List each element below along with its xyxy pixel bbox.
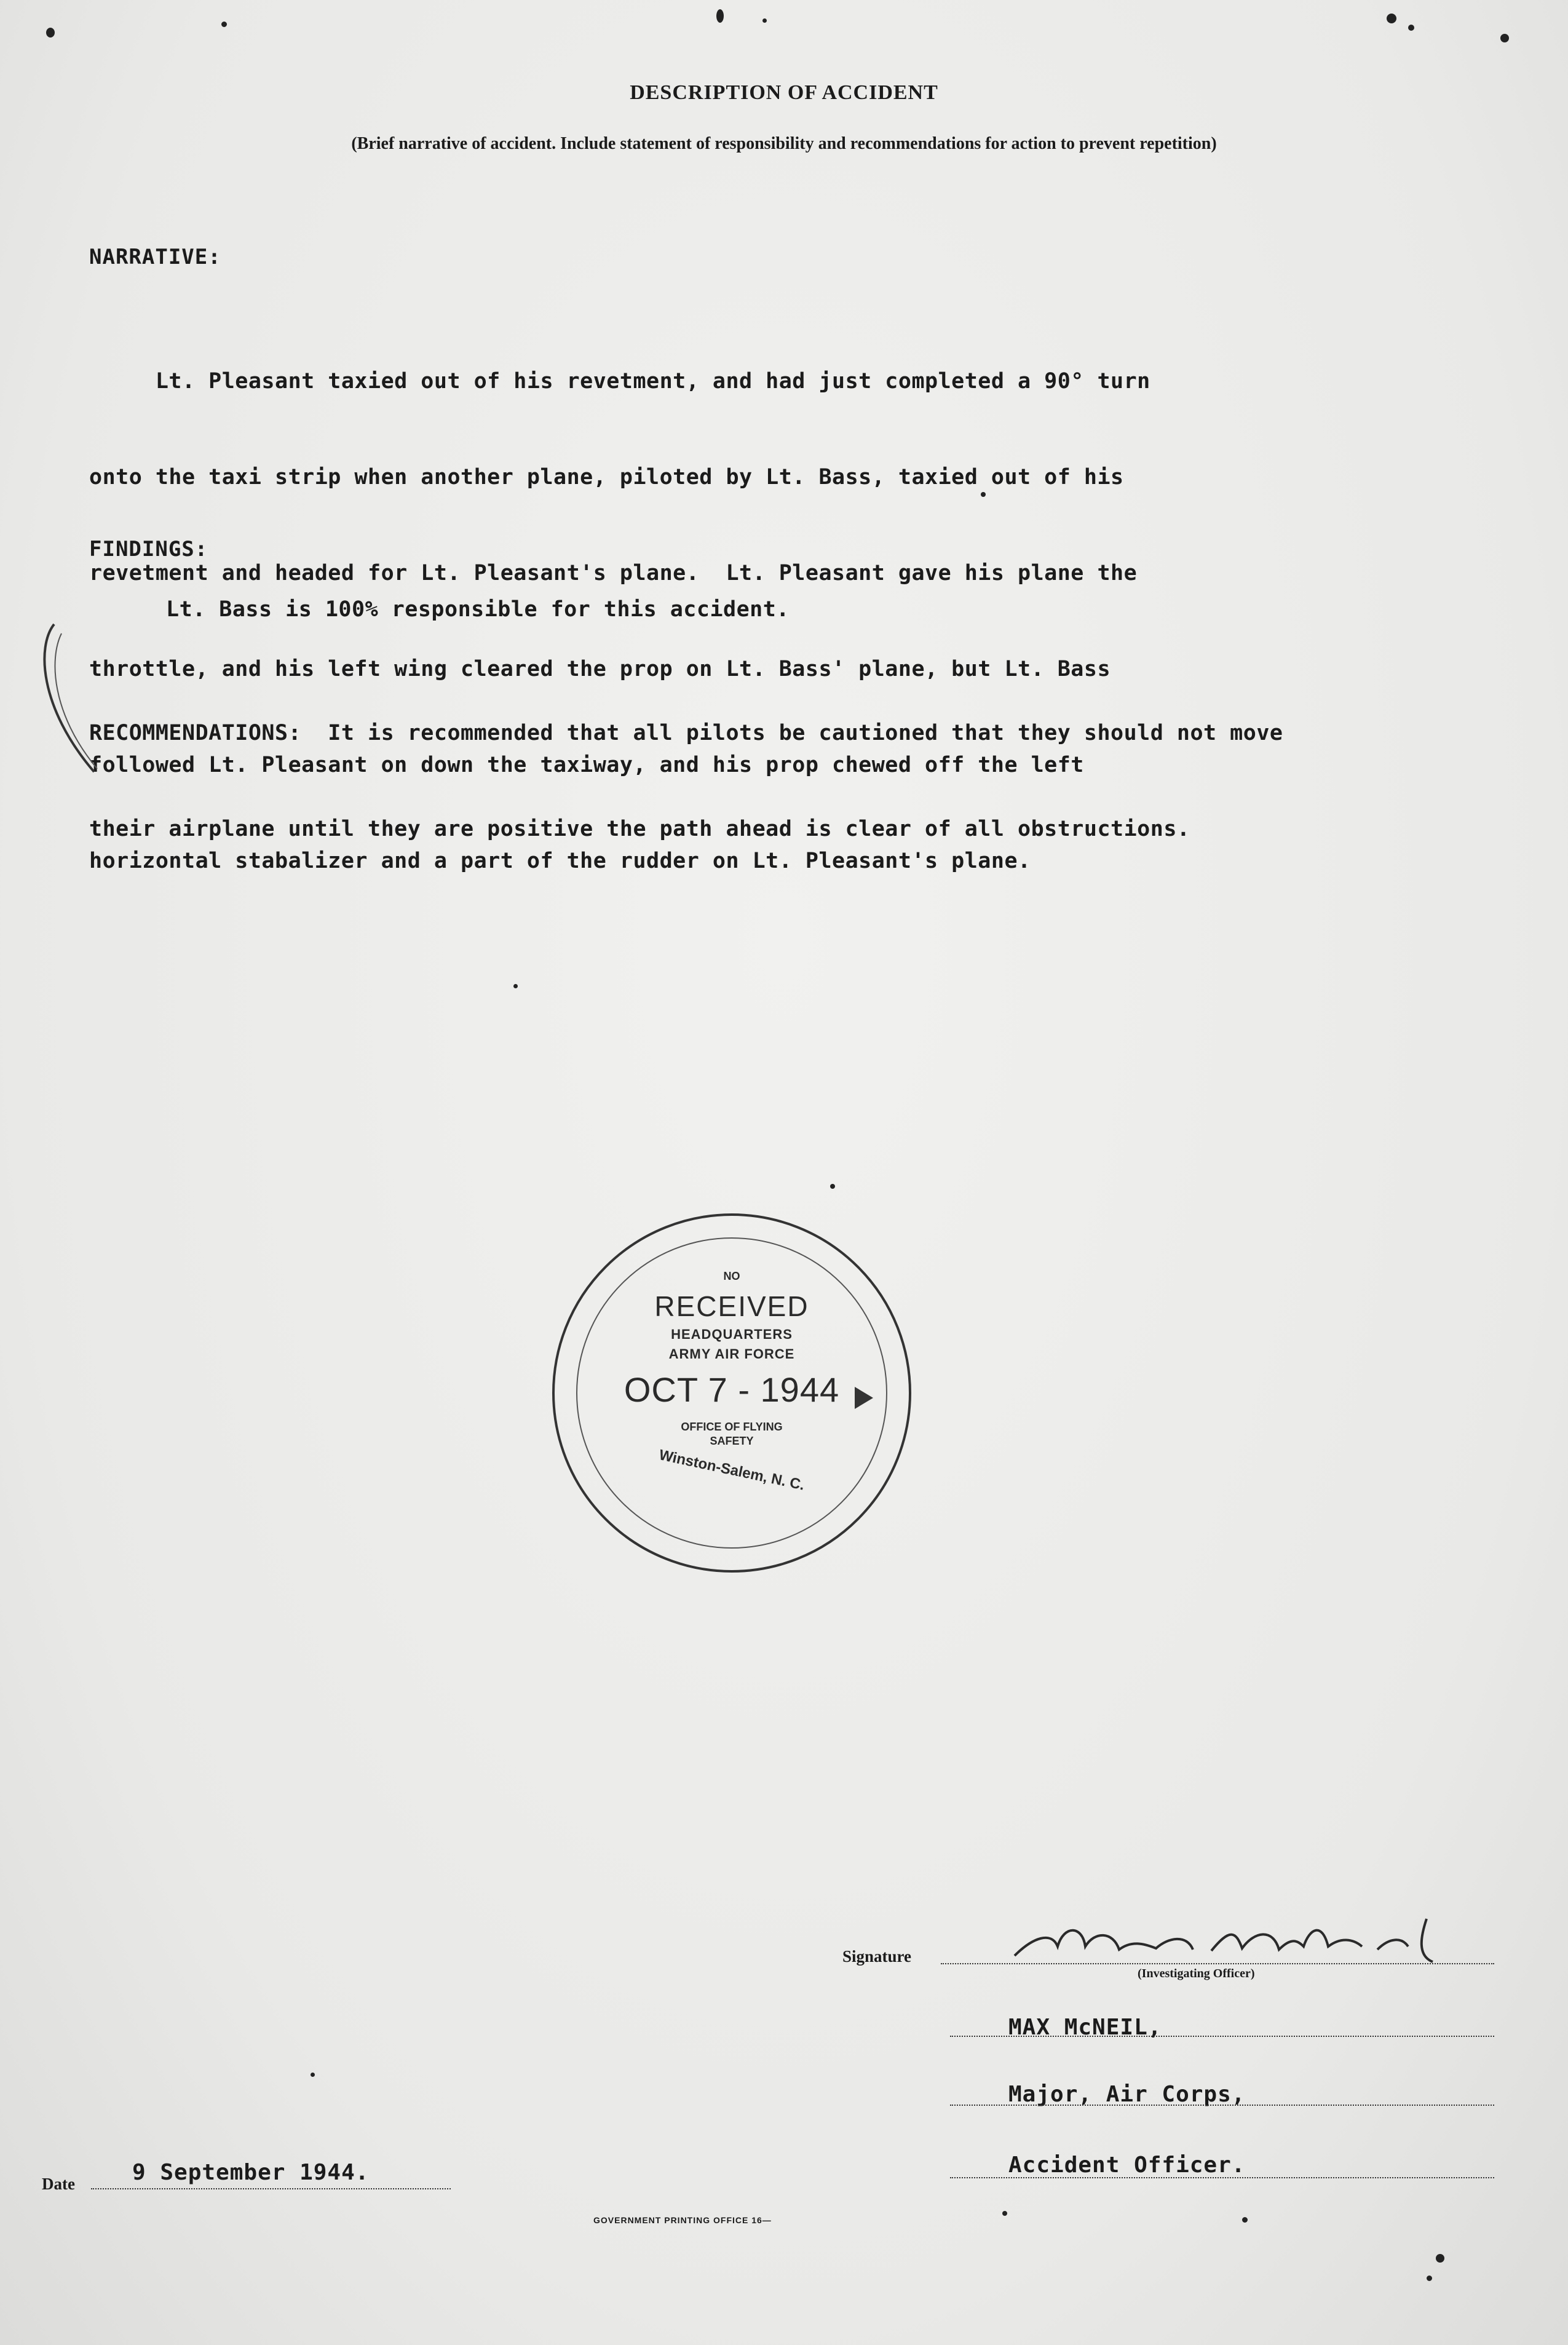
scan-speck (1427, 2276, 1432, 2281)
printing-office-footer: GOVERNMENT PRINTING OFFICE 16— (593, 2215, 772, 2225)
date-label: Date (42, 2175, 75, 2193)
scan-speck (1002, 2211, 1007, 2216)
scan-speck (46, 28, 55, 38)
date-line (91, 2188, 451, 2189)
page-subtitle: (Brief narrative of accident. Include statement of responsibility and recommendations for action to prevent repetition) (351, 134, 1217, 153)
scan-speck (513, 984, 518, 988)
scan-speck (1408, 25, 1414, 31)
recommendations-text (89, 653, 1283, 909)
scan-speck (762, 18, 767, 23)
scan-speck (1500, 34, 1509, 42)
scan-speck (830, 1184, 835, 1189)
scan-speck (1387, 14, 1396, 23)
findings-text: Lt. Bass is 100% responsible for this accident. (166, 597, 790, 622)
stamp-place: Winston-Salem, N. C. (657, 1446, 806, 1494)
narrative-line: followed Lt. Pleasant on down the taxiway, and his prop chewed off the left (89, 753, 1084, 777)
officer-rank: Major, Air Corps, (1008, 2082, 1246, 2107)
title-line (950, 2177, 1494, 2178)
narrative-line: horizontal stabalizer and a part of the rudder on Lt. Pleasant's plane. (89, 849, 1031, 873)
narrative-line: throttle, and his left wing cleared the prop on Lt. Bass' plane, but Lt. Bass (89, 657, 1111, 681)
stamp-office: OFFICE OF FLYING (681, 1421, 783, 1433)
stamp-safety: SAFETY (710, 1435, 754, 1447)
page-title: DESCRIPTION OF ACCIDENT (630, 81, 938, 104)
scan-speck (716, 9, 724, 23)
report-date: 9 September 1944. (132, 2160, 370, 2185)
signature-label: Signature (842, 1947, 912, 1966)
officer-title: Accident Officer. (1008, 2153, 1246, 2178)
name-line (950, 2036, 1494, 2037)
narrative-line: onto the taxi strip when another plane, piloted by Lt. Bass, taxied out of his (89, 465, 1124, 490)
recommendations-line: their airplane until they are positive the path ahead is clear of all obstructions. (89, 817, 1190, 841)
narrative-heading: NARRATIVE: (89, 245, 221, 269)
narrative-line: Lt. Pleasant taxied out of his revetment, and had just completed a 90° turn (89, 369, 1150, 394)
received-stamp (547, 1208, 916, 1577)
handwritten-signature (1008, 1913, 1451, 1974)
stamp-army-air-force: ARMY AIR FORCE (668, 1346, 795, 1362)
stamp-date: OCT 7 - 1944 (624, 1370, 840, 1409)
stamp-no-label: NO (723, 1270, 740, 1282)
scan-speck (1242, 2217, 1248, 2223)
findings-heading: FINDINGS: (89, 537, 208, 561)
scan-speck (311, 2073, 315, 2077)
rank-line (950, 2105, 1494, 2106)
scan-speck (221, 22, 227, 27)
stamp-received: RECEIVED (654, 1290, 809, 1322)
signature-caption: (Investigating Officer) (1138, 1967, 1255, 1980)
stamp-headquarters: HEADQUARTERS (671, 1327, 793, 1342)
narrative-line: revetment and headed for Lt. Pleasant's plane. Lt. Pleasant gave his plane the (89, 561, 1138, 585)
officer-name: MAX McNEIL, (1008, 2015, 1162, 2040)
scan-speck (1436, 2254, 1444, 2263)
recommendations-line: RECOMMENDATIONS: It is recommended that all pilots be cautioned that they should not move (89, 721, 1283, 745)
